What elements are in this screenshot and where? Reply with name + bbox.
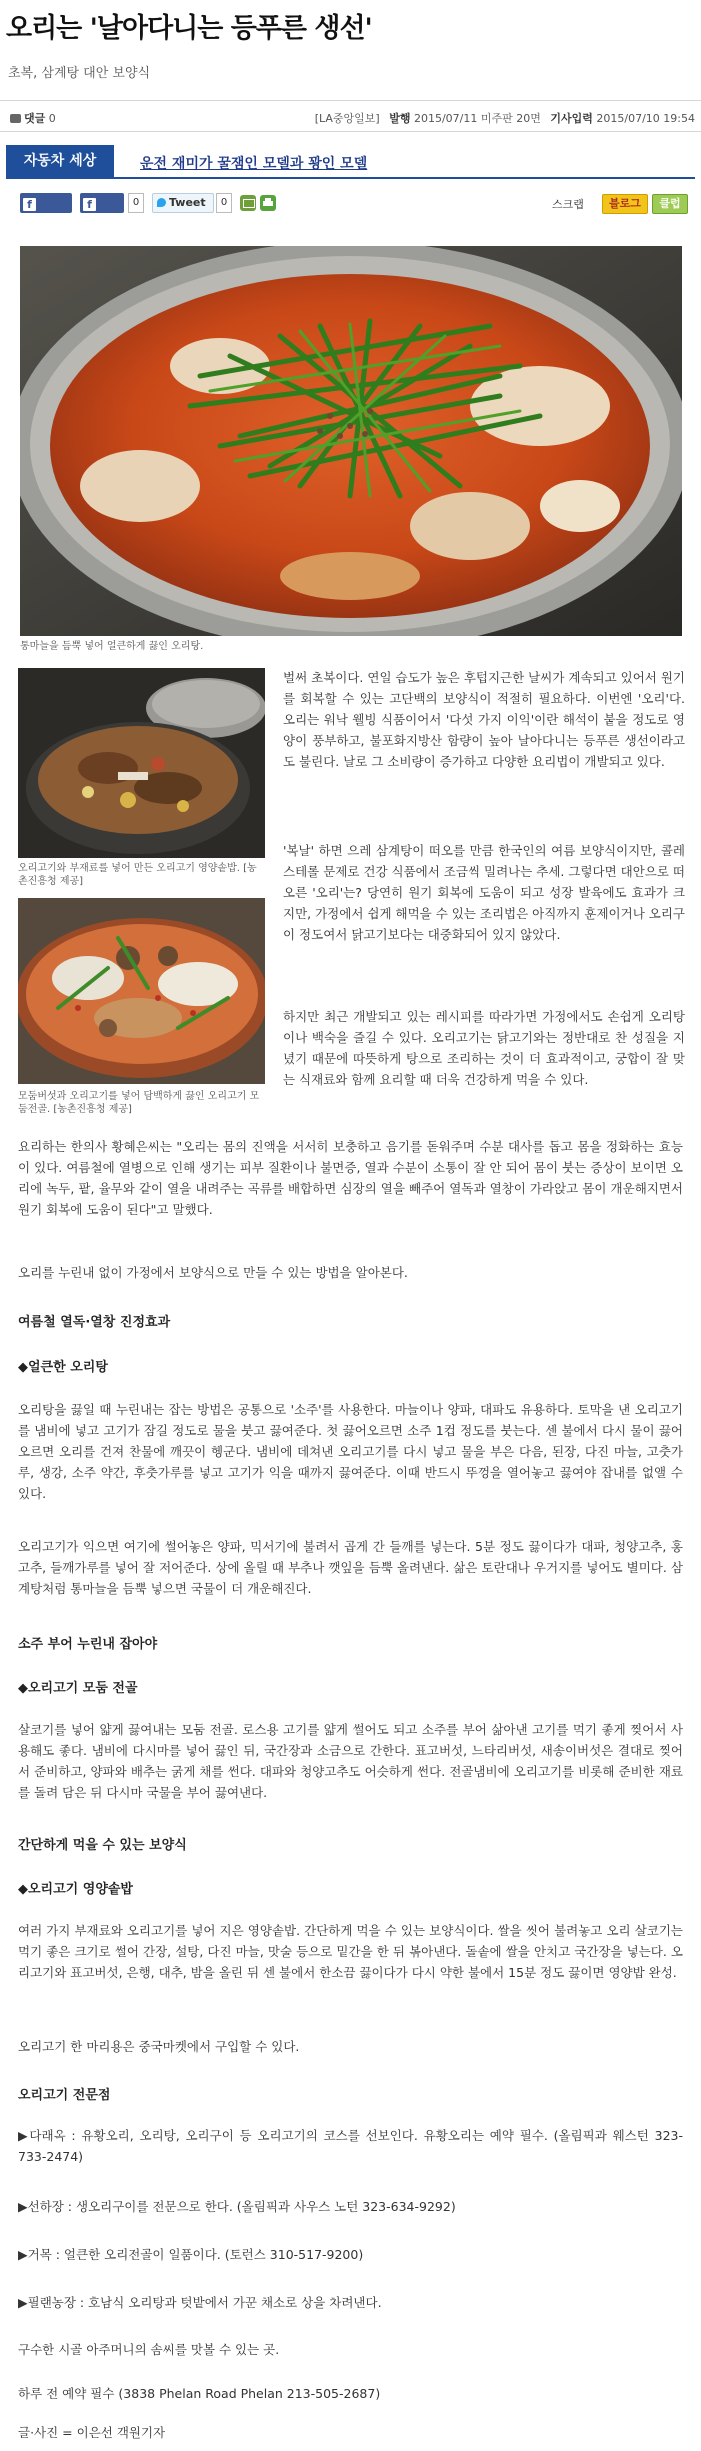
paragraph-9: 여러 가지 부재료와 오리고기를 넣어 지은 영양솥밥. 간단하게 먹을 수 있는 보양식이다. 쌀을 씻어 불려놓고 오리 살코기는 먹기 좋은 크기로 썰어 간장, 설탕, 다진 마늘, 맛술 등으로 밑간을 한 뒤 볶아낸다. 돌솥에 쌀을 안치고 국간장을 넣는다. 오리고기와 표고버섯, 은행, 대추, 밤을 올린 뒤 센 불에서 한소끔 끓이다가 다시 약한 불에서 15분 정도 끓이면 영양밥 완성.	[18, 1923, 683, 1980]
section-heading-4: ◆오리고기 모둠 전골	[18, 1681, 138, 1696]
article-title: 오리는 '날아다니는 등푸른 생선'	[6, 13, 372, 44]
side-photo-rice-pot	[18, 668, 265, 858]
paragraph-3: 하지만 최근 개발되고 있는 레시피를 따라가면 가정에서도 손쉽게 오리탕이나 백숙을 즐길 수 있다. 오리고기는 닭고기와는 정반대로 찬 성질을 지녔기 때문에 따뜻하게 탕으로 조리하는 것이 더 효과적이고, 궁합이 잘 맞는 식재료와 함께 요리할 때 더욱 건강하게 먹을 수 있다.	[283, 1009, 685, 1087]
facebook-share-button[interactable]	[20, 193, 72, 229]
byline: 글·사진 = 이은선 객원기자	[18, 2425, 166, 2440]
paragraph-15: 구수한 시골 아주머니의 솜씨를 맛볼 수 있는 곳.	[18, 2342, 280, 2357]
section-heading-5: 간단하게 먹을 수 있는 보양식	[18, 1838, 187, 1853]
paragraph-13: ▶거목 : 얼큰한 오리전골이 일품이다. (토런스 310-517-9200)	[18, 2247, 364, 2262]
section-heading-1: 여름철 열독·열창 진정효과	[18, 1315, 171, 1330]
section-heading-6: ◆오리고기 영양솥밥	[18, 1882, 133, 1897]
article-source: [LA중앙일보]	[314, 112, 380, 125]
tweet-label: Tweet	[169, 196, 206, 209]
published-date: 2015/07/11 미주판 20면	[413, 112, 541, 125]
paragraph-1: 벌써 초복이다. 연일 습도가 높은 후텁지근한 날씨가 계속되고 있어서 원기를 회복할 수 있는 고단백의 보양식이 적절히 필요하다. 이번엔 '오리'다. 오리는 워낙 웰빙 식품이어서 '다섯 가지 이익'이란 해석이 붙을 정도로 영양이 풍부하고, 불포화지방산 함량이 높아 날아다니는 등푸른 생선이라고도 불린다. 날로 그 소비량이 증가하고 다양한 요리법이 개발되고 있다.	[283, 670, 685, 769]
share-bar	[20, 193, 690, 229]
facebook-icon: f	[23, 198, 36, 211]
email-icon[interactable]	[240, 195, 256, 211]
side-photo2-caption: 모둠버섯과 오리고기를 넣어 담백하게 끓인 오리고기 모둠전골. [농촌진흥청 제공]	[18, 1091, 260, 1115]
duck-stew-image	[20, 246, 682, 636]
side-photo1-caption: 오리고기와 부재료를 넣어 만든 오리고기 영양솥밥. [농촌진흥청 제공]	[18, 863, 257, 887]
series-tag[interactable]: 자동차 세상	[6, 145, 114, 177]
paragraph-11: ▶다래옥 : 유황오리, 오리탕, 오리구이 등 오리고기의 코스를 선보인다. 유황오리는 예약 필수. (올림픽과 웨스턴 323-733-2474)	[18, 2128, 683, 2164]
comment-count: 0	[48, 112, 56, 125]
twitter-bird-icon	[157, 198, 166, 207]
comment-label: 댓글	[24, 112, 46, 125]
rice-pot-image	[18, 668, 265, 858]
facebook-icon: f	[83, 198, 96, 211]
entered-date: 2015/07/10 19:54	[596, 112, 695, 125]
comment-icon	[10, 114, 21, 123]
series-link[interactable]: 운전 재미가 꿀잼인 모델과 꽝인 모델	[140, 156, 368, 172]
main-photo-duck-stew	[20, 246, 682, 636]
paragraph-12: ▶선하장 : 생오리구이를 전문으로 한다. (올림픽과 사우스 노턴 323-634-9292)	[18, 2199, 456, 2214]
paragraph-10: 오리고기 한 마리용은 중국마켓에서 구입할 수 있다.	[18, 2039, 300, 2054]
paragraph-7: 오리고기가 익으면 여기에 썰어놓은 양파, 믹서기에 불려서 곱게 간 들깨를 넣는다. 5분 정도 끓이다가 대파, 청양고추, 홍고추, 들깨가루를 넣어 잘 저어준다. 상에 올릴 때 부추나 깻잎을 듬뿍 올려낸다. 삶은 토란대나 우거지를 넣어도 별미다. 삼계탕처럼 통마늘을 듬뿍 넣으면 국물이 더 개운해진다.	[18, 1539, 683, 1596]
scrap-label: 스크랩	[552, 198, 584, 211]
like-count: 0	[128, 193, 144, 213]
article-subtitle: 초복, 삼계탕 대안 보양식	[8, 66, 151, 81]
facebook-like-button[interactable]	[80, 193, 124, 229]
paragraph-2: '복날' 하면 으레 삼계탕이 떠오를 만큼 한국인의 여름 보양식이지만, 콜레스테롤 문제로 건강 식품에서 조금씩 밀려나는 추세. 그렇다면 대안으로 떠오른 '오리'는? 당연히 원기 회복에 도움이 되고 성장 발육에도 효과가 크지만, 가정에서 쉽게 해먹을 수 있는 조리법은 아직까지 훈제이거나 오리구이 정도여서 닭고기보다는 대중화되어 있지 않았다.	[283, 843, 685, 942]
share-label: Share	[20, 216, 57, 229]
section-heading-3: 소주 부어 누린내 잡아야	[18, 1637, 158, 1652]
paragraph-8: 살코기를 넣어 얇게 끓여내는 모둠 전골. 로스용 고기를 얇게 썰어도 되고 소주를 부어 삶아낸 고기를 먹기 좋게 찢어서 사용해도 좋다. 냄비에 다시마를 넣어 끓인 뒤, 국간장과 소금으로 간한다. 표고버섯, 느타리버섯, 새송이버섯은 결대로 찢어서 준비하고, 양파와 배추는 굵게 채를 썬다. 대파와 청양고추도 어슷하게 썬다. 전골냄비에 오리고기를 비롯해 준비한 재료를 돌려 담은 뒤 다시마 국물을 부어 끓여낸다.	[18, 1722, 683, 1800]
entered-label: 기사입력	[550, 112, 593, 125]
main-photo-caption: 통마늘을 듬뿍 넣어 얼큰하게 끓인 오리탕.	[20, 641, 204, 652]
like-label: Like	[80, 216, 106, 229]
published-label: 발행	[389, 112, 411, 125]
print-icon[interactable]	[260, 195, 276, 211]
section-heading-7: 오리고기 전문점	[18, 2088, 111, 2103]
paragraph-5: 오리를 누린내 없이 가정에서 보양식으로 만들 수 있는 방법을 알아본다.	[18, 1265, 408, 1280]
paragraph-16: 하루 전 예약 필수 (3838 Phelan Road Phelan 213-505-2687)	[18, 2386, 381, 2401]
club-scrap-button[interactable]: 클럽	[652, 194, 688, 214]
section-heading-2: ◆얼큰한 오리탕	[18, 1360, 108, 1375]
hot-pot-image	[18, 898, 265, 1084]
tweet-count: 0	[216, 193, 232, 213]
comment-link[interactable]	[10, 110, 56, 126]
paragraph-4: 요리하는 한의사 황혜은씨는 "오리는 몸의 진액을 서서히 보충하고 음기를 돋워주며 수분 대사를 돕고 몸을 정화하는 효능이 있다. 여름철에 열병으로 인해 생기는 피부 질환이나 불면증, 열과 수분이 소통이 잘 안 되어 몸이 붓는 증상이 보이면 오리에 녹두, 팥, 율무와 같이 열을 내려주는 곡류를 배합하면 심장의 열을 빼주어 열독과 열창이 가라앉고 몸이 개운해지면서 원기 회복에 도움이 된다"고 말했다.	[18, 1139, 683, 1217]
related-series-bar	[6, 145, 695, 179]
article-meta-bar	[0, 100, 701, 132]
side-photo-hot-pot	[18, 898, 265, 1084]
blog-scrap-button[interactable]: 블로그	[602, 194, 648, 214]
paragraph-14: ▶필랜농장 : 호남식 오리탕과 텃밭에서 가꾼 채소로 상을 차려낸다.	[18, 2295, 382, 2310]
paragraph-6: 오리탕을 끓일 때 누린내는 잡는 방법은 공통으로 '소주'를 사용한다. 마늘이나 양파, 대파도 유용하다. 토막을 낸 오리고기를 냄비에 넣고 고기가 잠길 정도로 물을 붓고 끓여준다. 첫 끓어오르면 소주 1컵 정도를 붓는다. 센 불에서 다시 물이 끓어오르면 오리를 건져 찬물에 깨끗이 헹군다. 냄비에 데쳐낸 오리고기를 다시 넣고 물을 부은 다음, 된장, 다진 마늘, 고춧가루, 생강, 소주 약간, 후춧가루를 넣고 고기가 익을 때까지 끓여준다. 이때 반드시 뚜껑을 열어놓고 끓여야 잡내를 없앨 수 있다.	[18, 1402, 683, 1501]
tweet-button[interactable]	[152, 193, 214, 213]
